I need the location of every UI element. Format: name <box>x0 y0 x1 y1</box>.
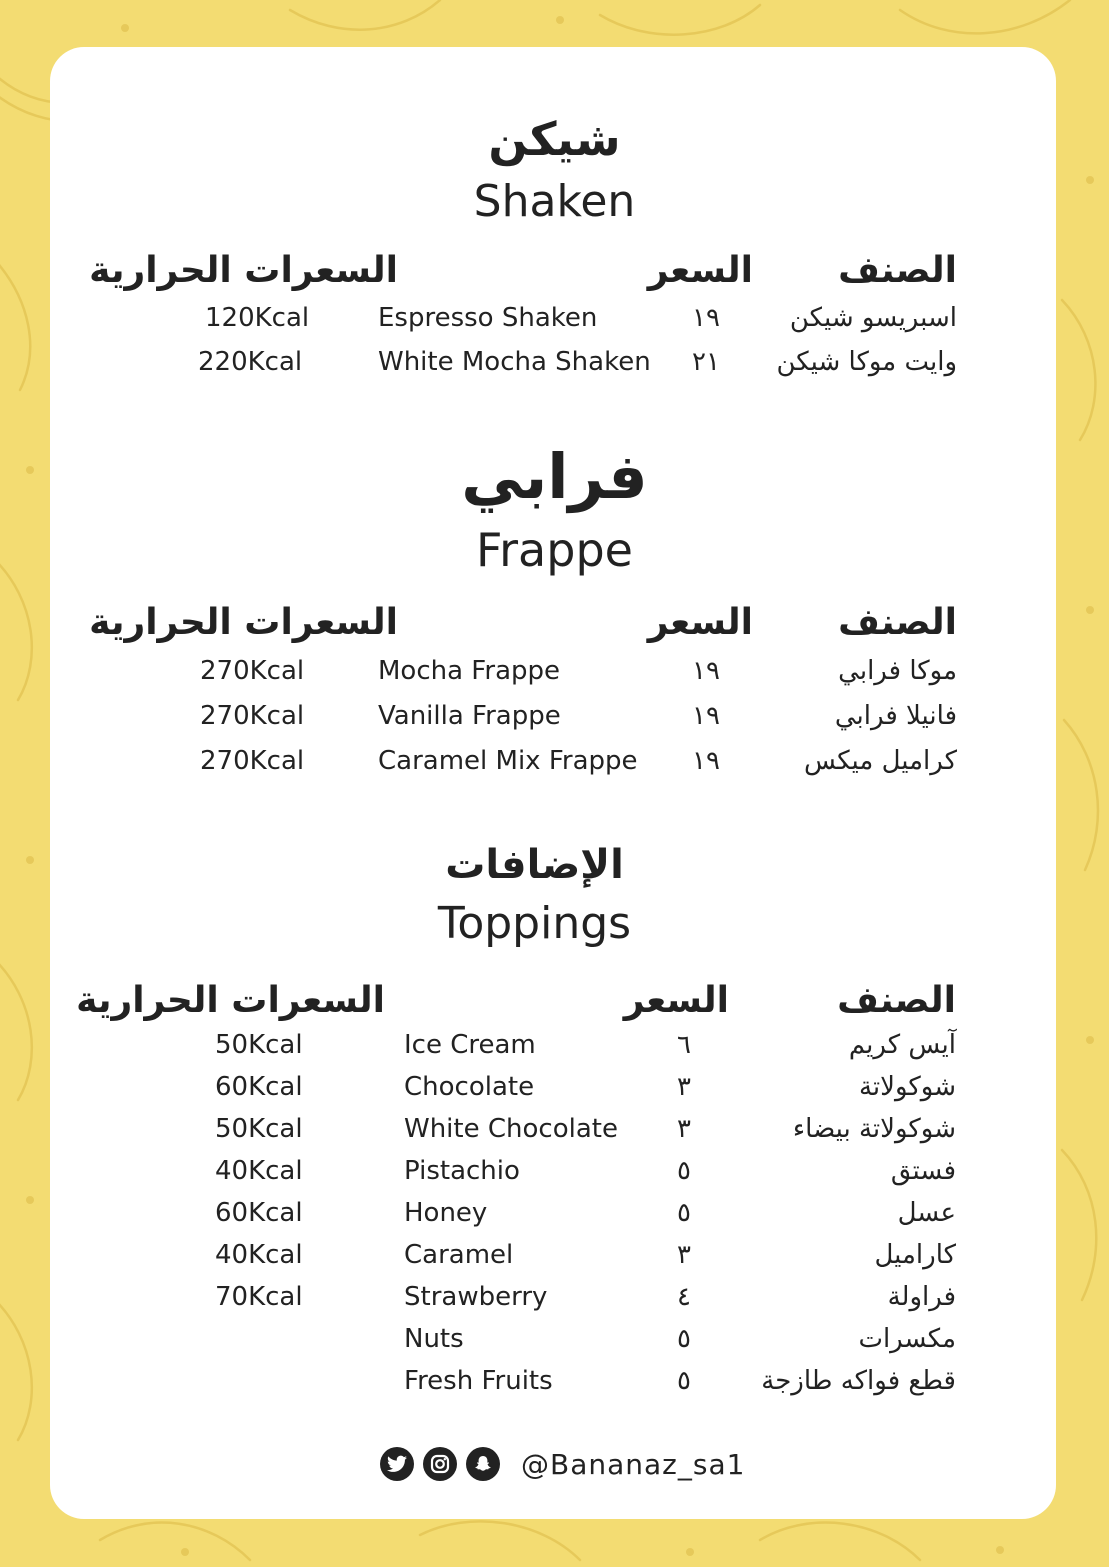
item-calories: 50Kcal <box>215 1030 303 1060</box>
header-price: السعر <box>623 980 729 1021</box>
item-price: ٣ <box>677 1240 691 1270</box>
item-name-english: Vanilla Frappe <box>378 701 561 731</box>
header-item: الصنف <box>838 602 957 643</box>
item-calories: 70Kcal <box>215 1282 303 1312</box>
item-name-arabic: كراميل ميكس <box>804 746 957 776</box>
item-name-english: Chocolate <box>404 1072 535 1102</box>
item-price: ٣ <box>677 1072 691 1102</box>
section-title-arabic: شيكن <box>488 112 621 166</box>
social-footer <box>380 1444 745 1484</box>
header-item: الصنف <box>838 250 957 291</box>
item-calories: 270Kcal <box>200 701 305 731</box>
item-price: ١٩ <box>692 656 720 686</box>
item-name-arabic: فانيلا فرابي <box>834 701 957 731</box>
item-name-arabic: مكسرات <box>858 1324 956 1354</box>
item-calories: 120Kcal <box>205 303 310 333</box>
twitter-icon[interactable] <box>380 1447 414 1481</box>
item-calories: 220Kcal <box>198 347 303 377</box>
item-name-arabic: شوكولاتة بيضاء <box>792 1114 956 1144</box>
item-price: ١٩ <box>692 701 720 731</box>
item-name-arabic: فستق <box>890 1156 956 1186</box>
header-calories: السعرات الحرارية <box>89 602 398 643</box>
instagram-icon[interactable] <box>423 1447 457 1481</box>
section-title-english: Frappe <box>476 523 633 577</box>
item-price: ٥ <box>677 1198 691 1228</box>
item-price: ٦ <box>677 1030 691 1060</box>
snapchat-icon[interactable] <box>466 1447 500 1481</box>
item-calories: 50Kcal <box>215 1114 303 1144</box>
item-name-arabic: فراولة <box>887 1282 956 1312</box>
item-calories: 270Kcal <box>200 746 305 776</box>
item-calories: 270Kcal <box>200 656 305 686</box>
item-calories: 40Kcal <box>215 1240 303 1270</box>
item-price: ١٩ <box>692 303 720 333</box>
item-price: ١٩ <box>692 746 720 776</box>
section-title-english: Toppings <box>437 898 632 949</box>
item-name-english: Strawberry <box>404 1282 548 1312</box>
item-name-arabic: قطع فواكه طازجة <box>761 1366 956 1396</box>
item-price: ٥ <box>677 1156 691 1186</box>
item-name-english: Pistachio <box>404 1156 520 1186</box>
item-name-english: Mocha Frappe <box>378 656 560 686</box>
section-title-arabic: فرابي <box>461 440 648 513</box>
item-name-arabic: كاراميل <box>874 1240 956 1270</box>
item-price: ٣ <box>677 1114 691 1144</box>
item-name-english: Espresso Shaken <box>378 303 598 333</box>
header-calories: السعرات الحرارية <box>76 980 385 1021</box>
item-price: ٢١ <box>692 347 720 377</box>
item-name-english: Caramel Mix Frappe <box>378 746 638 776</box>
header-item: الصنف <box>837 980 956 1021</box>
item-price: ٥ <box>677 1366 691 1396</box>
header-price: السعر <box>647 602 753 643</box>
item-price: ٥ <box>677 1324 691 1354</box>
item-name-arabic: موكا فرابي <box>838 656 957 686</box>
item-name-arabic: اسبريسو شيكن <box>789 303 957 333</box>
section-title-english: Shaken <box>473 176 636 227</box>
item-name-english: White Chocolate <box>404 1114 618 1144</box>
item-name-arabic: عسل <box>897 1198 956 1228</box>
item-name-english: Nuts <box>404 1324 464 1354</box>
item-name-english: Ice Cream <box>404 1030 536 1060</box>
section-title-arabic: الإضافات <box>445 842 624 888</box>
header-calories: السعرات الحرارية <box>89 250 398 291</box>
item-price: ٤ <box>677 1282 691 1312</box>
item-name-arabic: شوكولاتة <box>858 1072 956 1102</box>
header-price: السعر <box>647 250 753 291</box>
item-calories: 60Kcal <box>215 1072 303 1102</box>
item-name-english: Fresh Fruits <box>404 1366 553 1396</box>
social-handle: @Bananaz_sa1 <box>521 1447 746 1481</box>
item-calories: 40Kcal <box>215 1156 303 1186</box>
item-name-arabic: آيس كريم <box>848 1030 956 1060</box>
item-name-english: Honey <box>404 1198 488 1228</box>
item-name-english: Caramel <box>404 1240 514 1270</box>
item-calories: 60Kcal <box>215 1198 303 1228</box>
item-name-arabic: وايت موكا شيكن <box>776 347 957 377</box>
item-name-english: White Mocha Shaken <box>378 347 651 377</box>
